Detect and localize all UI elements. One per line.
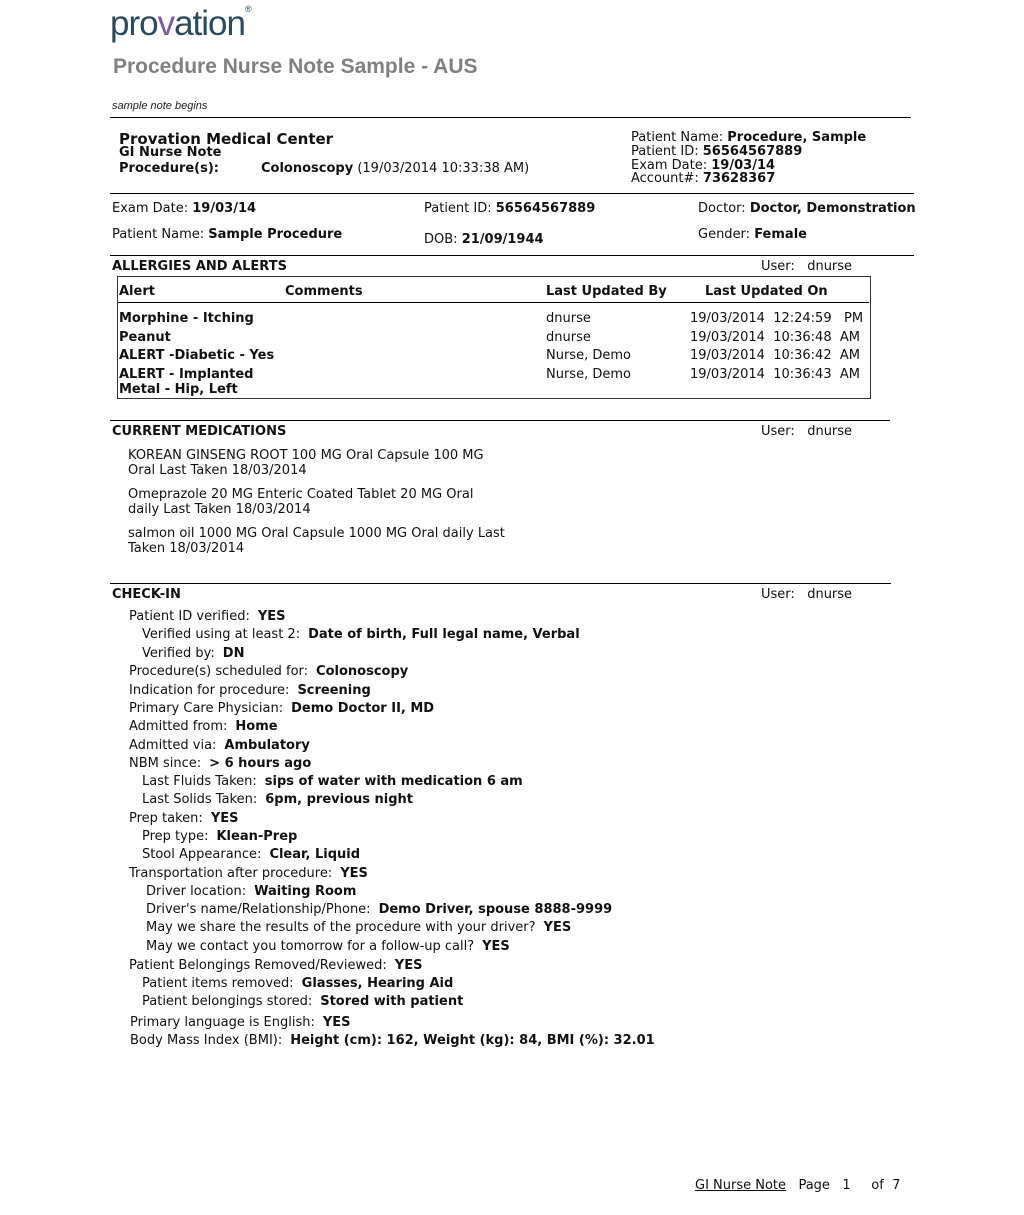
- medications-user: [761, 424, 852, 439]
- time: 10:36:48: [773, 330, 832, 345]
- divider: [110, 193, 914, 194]
- date: 19/03/2014: [690, 311, 765, 326]
- checkin-item: [129, 756, 311, 771]
- value: Home: [235, 719, 278, 734]
- medication-item: Omeprazole 20 MG Enteric Coated Tablet 20 MG Oral daily Last Taken 18/03/2014: [128, 487, 474, 517]
- updated-on-cell: [690, 311, 863, 326]
- label: Stool Appearance:: [142, 847, 262, 862]
- label: May we share the results of the procedure with your driver?: [146, 920, 536, 935]
- updated-by-cell: Nurse, Demo: [546, 367, 631, 382]
- info-patient-name: [112, 227, 342, 242]
- sample-note-begins: sample note begins: [112, 100, 208, 112]
- label: Exam Date:: [631, 158, 708, 173]
- checkin-item: [129, 719, 278, 734]
- procedures-label: Procedure(s):: [119, 161, 220, 176]
- logo-text-post: ation: [174, 4, 245, 43]
- value: Sample Procedure: [208, 227, 343, 242]
- logo-text-accent: v: [157, 4, 175, 43]
- time: 12:24:59: [773, 311, 832, 326]
- value: 56564567889: [702, 144, 803, 159]
- ampm: PM: [844, 311, 864, 326]
- logo-trademark: ®: [245, 4, 251, 14]
- value: Colonoscopy: [316, 664, 409, 679]
- label: Patient Belongings Removed/Reviewed:: [129, 958, 387, 973]
- checkin-item: [146, 884, 356, 899]
- label: Patient items removed:: [142, 976, 294, 991]
- info-patient-id: [424, 201, 595, 216]
- label: Driver location:: [146, 884, 247, 899]
- value: Demo Driver, spouse 8888-9999: [378, 902, 613, 917]
- updated-by-cell: dnurse: [546, 330, 591, 345]
- label: Prep type:: [142, 829, 209, 844]
- label: Verified by:: [142, 646, 215, 661]
- label: Admitted via:: [129, 738, 217, 753]
- checkin-item: [142, 627, 580, 642]
- value: dnurse: [807, 587, 853, 602]
- ampm: AM: [839, 330, 860, 345]
- label: Account#:: [631, 171, 699, 186]
- label: Transportation after procedure:: [129, 866, 333, 881]
- label: NBM since:: [129, 756, 202, 771]
- checkin-item: [142, 774, 523, 789]
- value: Clear, Liquid: [269, 847, 361, 862]
- label: Patient Name:: [631, 130, 724, 145]
- divider: [110, 420, 890, 421]
- header-account: [631, 171, 775, 186]
- col-header-alert: Alert: [119, 284, 155, 299]
- label: Procedure(s) scheduled for:: [129, 664, 309, 679]
- alert-cell: Morphine - Itching: [119, 311, 254, 326]
- value: Waiting Room: [254, 884, 357, 899]
- allergies-title: ALLERGIES AND ALERTS: [112, 259, 287, 274]
- value: 19/03/14: [711, 158, 776, 173]
- alert-cell: Peanut: [119, 330, 171, 345]
- checkin-item: [142, 646, 244, 661]
- header-patient-name: [631, 130, 866, 145]
- updated-by-cell: dnurse: [546, 311, 591, 326]
- value: DN: [222, 646, 245, 661]
- info-doctor: [698, 201, 916, 216]
- logo-text-pre: pro: [110, 4, 158, 43]
- alert-cell-continued: Metal - Hip, Left: [119, 382, 238, 397]
- label: Doctor:: [698, 201, 746, 216]
- label: Exam Date:: [112, 201, 189, 216]
- value: sips of water with medication 6 am: [264, 774, 523, 789]
- label: Patient ID verified:: [129, 609, 250, 624]
- value: YES: [257, 609, 286, 624]
- medication-item: salmon oil 1000 MG Oral Capsule 1000 MG Oral daily Last Taken 18/03/2014: [128, 526, 505, 556]
- divider: [110, 583, 891, 584]
- checkin-title: CHECK-IN: [112, 587, 181, 602]
- checkin-user: [761, 587, 852, 602]
- label: DOB:: [424, 232, 458, 247]
- label: Gender:: [698, 227, 751, 242]
- checkin-item: [129, 738, 310, 753]
- alert-cell: ALERT -Diabetic - Yes: [119, 348, 275, 363]
- label: Verified using at least 2:: [142, 627, 301, 642]
- value: YES: [340, 866, 368, 881]
- ampm: AM: [839, 348, 860, 363]
- page-label: Page: [798, 1178, 830, 1193]
- divider: [110, 255, 914, 256]
- checkin-item: [142, 829, 297, 844]
- page-footer: [695, 1178, 900, 1193]
- label: Admitted from:: [129, 719, 228, 734]
- value: 56564567889: [495, 201, 596, 216]
- checkin-item: [142, 994, 463, 1009]
- value: Female: [754, 227, 807, 242]
- value: Doctor, Demonstration: [749, 201, 916, 216]
- procedure-entry: [261, 161, 529, 176]
- col-header-comments: Comments: [285, 284, 363, 299]
- checkin-item: [129, 609, 286, 624]
- value: > 6 hours ago: [209, 756, 312, 771]
- updated-by-cell: Nurse, Demo: [546, 348, 631, 363]
- value: Screening: [297, 683, 371, 698]
- note-type: GI Nurse Note: [119, 145, 222, 160]
- updated-on-cell: [690, 348, 860, 363]
- label: Last Solids Taken:: [142, 792, 258, 807]
- checkin-item: [146, 939, 510, 954]
- value: Demo Doctor II, MD: [291, 701, 435, 716]
- time: 10:36:42: [773, 348, 832, 363]
- time: 10:36:43: [773, 367, 832, 382]
- value: dnurse: [807, 259, 853, 274]
- checkin-item: [129, 866, 368, 881]
- value: 73628367: [702, 171, 776, 186]
- checkin-item: [130, 1015, 351, 1030]
- updated-on-cell: [690, 367, 860, 382]
- medication-item: KOREAN GINSENG ROOT 100 MG Oral Capsule 100 MG Oral Last Taken 18/03/2014: [128, 448, 484, 478]
- value: Stored with patient: [320, 994, 464, 1009]
- label: Prep taken:: [129, 811, 203, 826]
- value: dnurse: [807, 424, 853, 439]
- checkin-item: [129, 958, 422, 973]
- info-exam-date: [112, 201, 256, 216]
- procedure-name: Colonoscopy: [261, 161, 354, 176]
- value: YES: [394, 958, 423, 973]
- value: YES: [322, 1015, 351, 1030]
- procedure-time: (19/03/2014 10:33:38 AM): [357, 161, 530, 176]
- value: YES: [543, 920, 572, 935]
- date: 19/03/2014: [690, 330, 765, 345]
- info-dob: [424, 232, 544, 247]
- header-patient-id: [631, 144, 802, 159]
- col-header-updated-by: Last Updated By: [546, 284, 667, 299]
- page-total: 7: [892, 1178, 901, 1193]
- label: User:: [761, 424, 795, 439]
- divider: [110, 117, 911, 118]
- label: May we contact you tomorrow for a follow-up call?: [146, 939, 475, 954]
- col-header-updated-on: Last Updated On: [705, 284, 828, 299]
- facility-name: Provation Medical Center: [119, 130, 334, 148]
- of-label: of: [871, 1178, 884, 1193]
- checkin-item: [129, 701, 434, 716]
- info-gender: [698, 227, 807, 242]
- checkin-item: [130, 1033, 655, 1048]
- value: Height (cm): 162, Weight (kg): 84, BMI (%): 32.01: [290, 1033, 655, 1048]
- checkin-item: [129, 683, 371, 698]
- label: Indication for procedure:: [129, 683, 290, 698]
- footer-note-link[interactable]: GI Nurse Note: [695, 1178, 787, 1193]
- label: Body Mass Index (BMI):: [130, 1033, 283, 1048]
- value: YES: [210, 811, 239, 826]
- label: Patient belongings stored:: [142, 994, 313, 1009]
- updated-on-cell: [690, 330, 860, 345]
- label: User:: [761, 259, 795, 274]
- label: Primary Care Physician:: [129, 701, 284, 716]
- page-number: 1: [842, 1178, 851, 1193]
- value: 19/03/14: [192, 201, 257, 216]
- label: Primary language is English:: [130, 1015, 315, 1030]
- value: Ambulatory: [224, 738, 310, 753]
- checkin-item: [146, 902, 612, 917]
- allergies-user: [761, 259, 852, 274]
- table-header-divider: [118, 302, 869, 303]
- document-title: Procedure Nurse Note Sample - AUS: [113, 55, 478, 78]
- medications-title: CURRENT MEDICATIONS: [112, 424, 287, 439]
- date: 19/03/2014: [690, 348, 765, 363]
- ampm: AM: [839, 367, 860, 382]
- alert-cell: ALERT - Implanted: [119, 367, 254, 382]
- value: 6pm, previous night: [265, 792, 414, 807]
- provation-logo: [110, 4, 251, 44]
- value: 21/09/1944: [461, 232, 544, 247]
- checkin-item: [142, 792, 413, 807]
- checkin-item: [142, 847, 360, 862]
- checkin-item: [129, 811, 238, 826]
- date: 19/03/2014: [690, 367, 765, 382]
- label: Patient Name:: [112, 227, 205, 242]
- label: User:: [761, 587, 795, 602]
- label: Patient ID:: [424, 201, 492, 216]
- label: Patient ID:: [631, 144, 699, 159]
- value: Glasses, Hearing Aid: [301, 976, 454, 991]
- value: Klean-Prep: [216, 829, 298, 844]
- label: Driver's name/Relationship/Phone:: [146, 902, 371, 917]
- value: Date of birth, Full legal name, Verbal: [308, 627, 580, 642]
- label: Last Fluids Taken:: [142, 774, 257, 789]
- checkin-item: [146, 920, 571, 935]
- value: Procedure, Sample: [727, 130, 867, 145]
- checkin-item: [129, 664, 408, 679]
- value: YES: [482, 939, 510, 954]
- checkin-item: [142, 976, 453, 991]
